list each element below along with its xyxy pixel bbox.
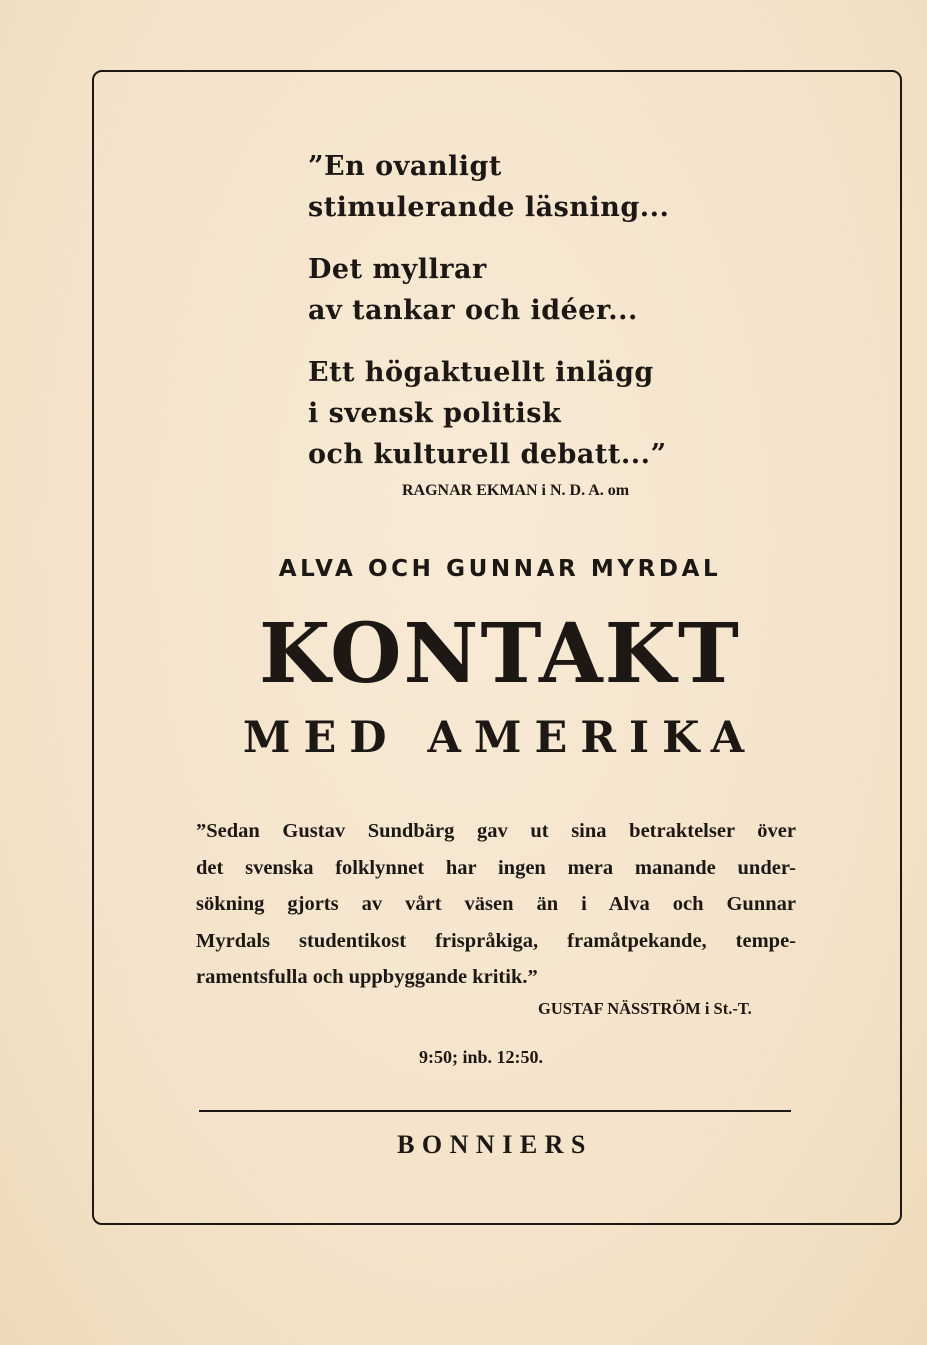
blurb-group-1: [308, 146, 738, 228]
blurb-group-2: [308, 249, 738, 331]
blurb-line: ”En ovanligt: [308, 151, 502, 182]
price: 9:50; inb. 12:50.: [419, 1047, 544, 1067]
book-subtitle: MED AMERIKA: [242, 713, 758, 763]
book-authors: ALVA OCH GUNNAR MYRDAL: [278, 556, 722, 582]
divider-rule: [199, 1110, 791, 1112]
blurb-line: och kulturell debatt...”: [308, 439, 667, 470]
review-line: sökning gjorts av vårt väsen än i Alva och Gunnar: [196, 893, 796, 915]
blurb-line: av tankar och idéer...: [308, 295, 638, 326]
blurb-quote: [308, 146, 738, 496]
blurb-line: stimulerande läsning...: [308, 192, 670, 223]
review-line: ”Sedan Gustav Sundbärg gav ut sina betraktelser över: [196, 820, 796, 842]
review-quote: [196, 813, 796, 996]
review-line: ramentsfulla och uppbyggande kritik.”: [196, 966, 538, 988]
blurb-line: Det myllrar: [308, 254, 487, 285]
review-source: GUSTAF NÄSSTRÖM i St.-T.: [538, 999, 752, 1018]
blurb-group-3: [308, 352, 738, 475]
blurb-line: Ett högaktuellt inlägg: [308, 357, 654, 388]
review-line: det svenska folklynnet har ingen mera manande under-: [196, 856, 796, 879]
blurb-line: i svensk politisk: [308, 398, 562, 429]
publisher-name: BONNIERS: [397, 1130, 593, 1159]
blurb-source: RAGNAR EKMAN i N. D. A. om: [402, 482, 630, 499]
review-line: Myrdals studentikost frispråkiga, framåtpekande, tempe-: [196, 929, 796, 952]
book-title: KONTAKT: [259, 606, 741, 702]
